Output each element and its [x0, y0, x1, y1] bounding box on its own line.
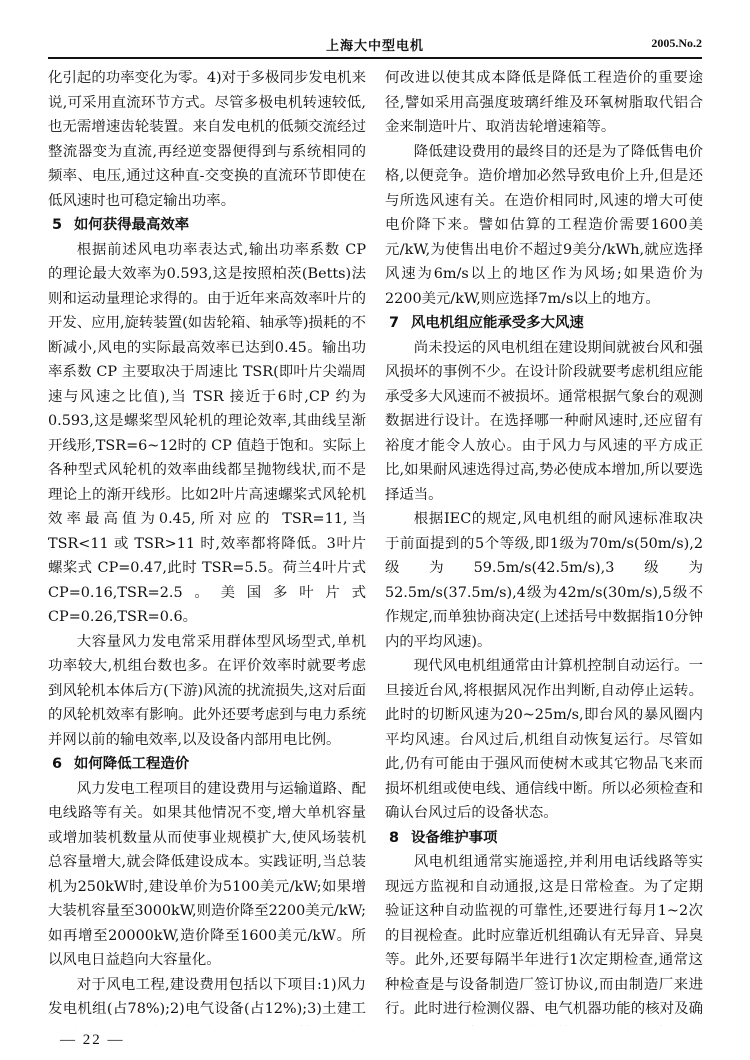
paragraph: 尚未投运的风电机组在建设期间就被台风和强风损坏的事例不少。在设计阶段就要考虑机组应能承受多大风速而不被损坏。通常根据气象台的观测数据进行设计。在选择哪一种耐风速时,还应留有裕度才能令人放心。由于风力与风速的平方成正比,如果耐风速选得过高,势必使成本增加,所以要选择适当。 — [385, 339, 703, 503]
paragraph: 根据前述风电功率表达式,输出功率系数 CP 的理论最大效率为0.593,这是按照柏茨(Betts)法则和运动量理论求得的。由于近年来高效率叶片的开发、应用,旋转装置(如齿轮箱、轴承等)损耗的不断减小,风电的实际最高效率已达到0.45。输出功率系数 CP 主要取决于周速比 TSR(即叶片尖端周速与风速之比值),当 TSR 接近于6时,CP 约为0.593,这是螺桨型风轮机的理论效率,其曲线呈渐开线形,TSR=6~12时的 CP 值趋于饱和。实际上各种型式风轮机的效率曲线都呈抛物线状,而不是理论上的渐开线形。比如2叶片高速螺桨式风轮机效率最高值为0.45,所对应的 TSR=11,当 TSR<11 或 TSR>11 时,效率都将降低。3叶片螺桨式 CP=0.47,此时 TSR=5.5。荷兰4叶片式 CP=0.16,TSR=2.5。美国多叶片式 CP=0.26,TSR=0.6。 — [48, 241, 366, 625]
paragraph: 风力发电工程项目的建设费用与运输道路、配电线路等有关。如果其他情况不变,增大单机容量或增加装机数量从而使事业规模扩大,使风场装机总容量增大,就会降低建设成本。实践证明,当总装机为250kW时,建设单价为5100美元/kW;如果增大装机容量至3000kW,则造价降至2200美元/kW;如再增至20000kW,造价降至1600美元/kW。所以风电日益趋向大容量化。 — [48, 780, 366, 968]
page-number: — 22 — — [60, 1032, 125, 1048]
paragraph: 风电机组通常实施遥控,并利用电话线路等实现远方监视和自动通报,这是日常检查。为了定期验证这种自动监视的可靠性,还要进行每月1~2次的目视检查。此时应靠近机组确认有无异音、异臭等。此外,还要每隔半年进行1次定期检查,通常这种检查是与设备制造厂签订协议,而由制造厂来进行。此时进行检测仪器、电气机器功能的核对及确 — [385, 854, 703, 1017]
section-heading — [48, 752, 366, 777]
running-header — [48, 33, 702, 59]
paragraph: 现代风电机组通常由计算机控制自动运行。一旦接近台风,将根据风况作出判断,自动停止运转。此时的切断风速为20~25m/s,即台风的暴风圈内平均风速。台风过后,机组自动恢复运行。尽管如此,仍有可能由于强风而使树木或其它物品飞来而损坏机组或使电线、通信线中断。所以必须检查和确认台风过后的设备状态。 — [385, 658, 703, 821]
paragraph: 根据IEC的规定,风电机组的耐风速标准取决于前面提到的5个等级,即1级为70m/s(50m/s),2级为59.5m/s(42.5m/s),3级为52.5m/s(37.5m/s),4级为42m/s(30m/s),5级不作规定,而单独协商决定(上述括号中数据指10分钟内的平均风速)。 — [385, 511, 703, 650]
right-column — [385, 66, 703, 1026]
paragraph: 化引起的功率变化为零。4)对于多极同步发电机来说,可采用直流环节方式。尽管多极电机转速较低,也无需增速齿轮装置。来自发电机的低频交流经过整流器变为直流,再经逆变器便得到与系统相同的频率、电压,通过这种直-交变换的直流环节即使在低风速时也可稳定输出功率。 — [48, 70, 366, 209]
issue-number: 2005.No.2 — [651, 36, 702, 50]
section-number: 7 — [389, 315, 400, 331]
journal-title: 上海大中型电机 — [325, 39, 424, 54]
section-number: 5 — [52, 217, 63, 233]
paragraph: 降低建设费用的最终目的还是为了降低售电价格,以便竞争。造价增加必然导致电价上升,但是还与所选风速有关。在造价相同时,风速的增大可使电价降下来。譬如估算的工程造价需要1600美元/kW,为使售出电价不超过9美分/kWh,就应选择风速为6m/s以上的地区作为风场;如果造价为2200美元/kW,则应选择7m/s以上的地方。 — [385, 143, 703, 307]
section-title: 如何降低工程造价 — [74, 756, 190, 772]
section-number: 6 — [52, 756, 63, 772]
section-title: 如何获得最高效率 — [74, 217, 190, 233]
section-number: 8 — [389, 829, 400, 846]
paragraph: 对于风电工程,建设费用包括以下项目:1)风力发电机组(占78%);2)电气设备(占12%);3)土建工 — [48, 976, 366, 1017]
left-column — [48, 66, 366, 1026]
section-title: 风电机组应能承受多大风速 — [411, 315, 584, 331]
section-heading — [48, 213, 366, 238]
section-heading — [385, 826, 703, 851]
section-title: 设备维护事项 — [411, 829, 498, 846]
paragraph: 大容量风力发电常采用群体型风场型式,单机功率较大,机组台数也多。在评价效率时就要考虑到风轮机本体后方(下游)风流的扰流损失,这对后面的风轮机效率有影响。此外还要考虑到与电力系统并网以前的输电效率,以及设备内部用电比例。 — [48, 633, 366, 748]
paragraph: 何改进以使其成本降低是降低工程造价的重要途径,譬如采用高强度玻璃纤维及环氧树脂取代铝合金来制造叶片、取消齿轮增速箱等。 — [385, 70, 703, 135]
section-heading — [385, 311, 703, 336]
